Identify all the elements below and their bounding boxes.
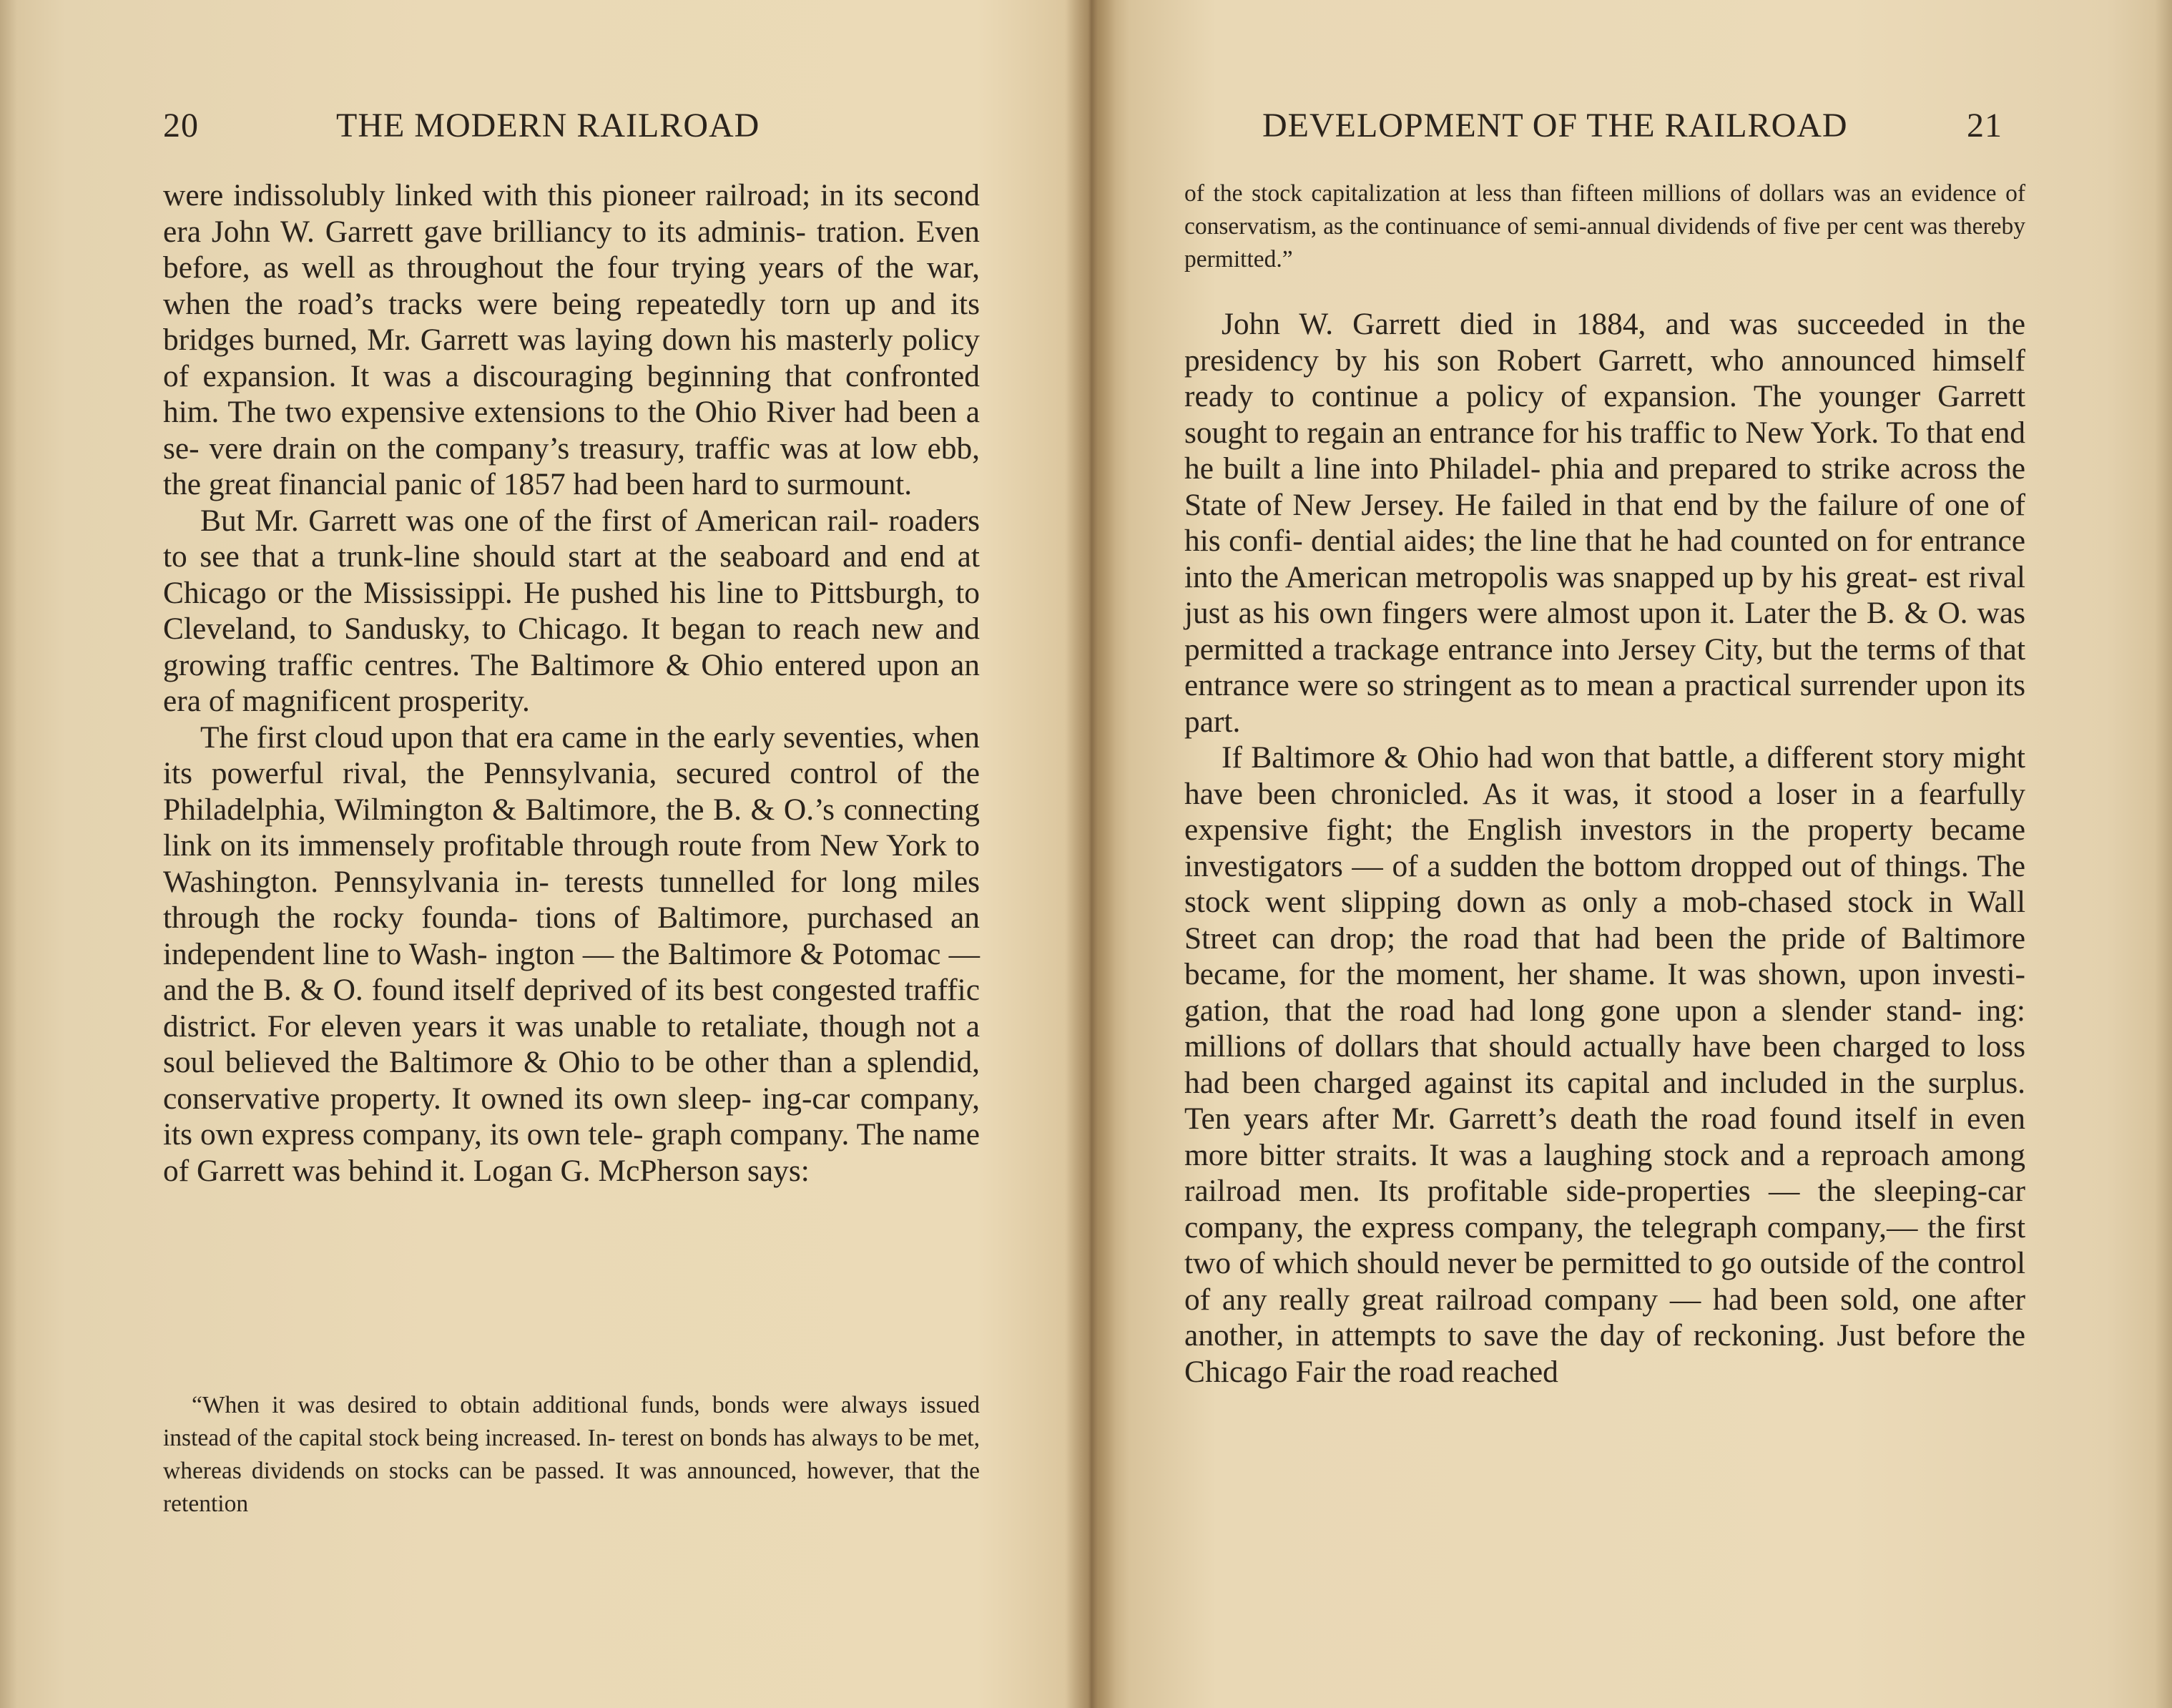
block-quote: [163, 1389, 980, 1521]
quote-text: of the stock capitalization at less than fifteen millions of dollars was an evidence of conservatism, as the continuance of semi-annual dividends of five per cent was thereby permitted.”: [1184, 180, 2025, 273]
page-number: 21: [1967, 107, 2003, 144]
paragraph: John W. Garrett died in 1884, and was succeeded in the presidency by his son Robert Garrett, who announced himself ready to continue a policy of expansion. The younger Garrett sought to regain an entrance for his traffic to New York. To that end he built a line into Philadel- phia and prepared to strike across the State of New Jersey. He failed in that end by the failure of one of his confi- dential aides; the line that he had counted on for entrance into the American metropolis was snapped up by his great- est rival just as his own fingers were almost upon it. Later the B. & O. was permitted a trackage entrance into Jersey City, but the terms of that entrance were so stringent as to mean a practical surrender upon its part.: [1184, 307, 2025, 739]
running-head: THE MODERN RAILROAD: [336, 107, 760, 144]
right-page: [1094, 0, 2172, 1708]
quote-text: “When it was desired to obtain additional funds, bonds were always issued instead of the capital stock being increased. In- terest on bonds has always to be met, whereas dividends on stocks can be passed. It was announced, however, that the retention: [163, 1392, 980, 1517]
page-number: 20: [163, 107, 199, 144]
body-text: [163, 177, 980, 1189]
running-head: DEVELOPMENT OF THE RAILROAD: [1262, 107, 1848, 144]
body-text: [1184, 306, 2025, 1390]
left-page: [0, 0, 1080, 1708]
paragraph: If Baltimore & Ohio had won that battle, a different story might have been chronicled. As it was, it stood a loser in a fearfully expensive fight; the English investors in the property became investigators — of a sudden the bottom dropped out of things. The stock went slipping down as only a mob-chased stock in Wall Street can drop; the road that had been the pride of Baltimore became, for the moment, her shame. It was shown, upon investi- gation, that the road had long gone upon a slender stand- ing: millions of dollars that should actually have been charged to loss had been charged against its capital and included in the surplus. Ten years after Mr. Garrett’s death the road found itself in even more bitter straits. It was a laughing stock and a reproach among railroad men. Its profitable side-properties — the sleeping-car company, the express company, the telegraph company,— the first two of which should never be permitted to go outside of the control of any really great railroad company — had been sold, one after another, in attempts to save the day of reckoning. Just before the Chicago Fair the road reached: [1184, 740, 2025, 1389]
paragraph: But Mr. Garrett was one of the first of American rail- roaders to see that a trunk-line should start at the seaboard and end at Chicago or the Mississippi. He pushed his line to Pittsburgh, to Cleveland, to Sandusky, to Chicago. It began to reach new and growing traffic centres. The Baltimore & Ohio entered upon an era of magnificent prosperity.: [163, 503, 980, 718]
paragraph: were indissolubly linked with this pioneer railroad; in its second era John W. Garrett gave brilliancy to its adminis- tration. Even before, as well as throughout the four trying years of the war, when the road’s tracks were being repeatedly torn up and its bridges burned, Mr. Garrett was laying down his masterly policy of expansion. It was a discouraging beginning that confronted him. The two expensive extensions to the Ohio River had been a se- vere drain on the company’s treasury, traffic was at low ebb, the great financial panic of 1857 had been hard to surmount.: [163, 178, 980, 501]
page-edge-right: [2155, 0, 2172, 1708]
block-quote-continued: [1184, 177, 2025, 276]
paragraph: The first cloud upon that era came in the early seventies, when its powerful rival, the Pennsylvania, secured control of the Philadelphia, Wilmington & Baltimore, the B. & O.’s connecting link on its immensely profitable through route from New York to Washington. Pennsylvania in- terests tunnelled for long miles through the rocky founda- tions of Baltimore, purchased an independent line to Wash- ington — the Baltimore & Potomac — and the B. & O. found itself deprived of its best congested traffic district. For eleven years it was unable to retaliate, though not a soul believed the Baltimore & Ohio to be other than a splendid, conservative property. It owned its own sleep- ing-car company, its own express company, its own tele- graph company. The name of Garrett was behind it. Logan G. McPherson says:: [163, 720, 980, 1188]
